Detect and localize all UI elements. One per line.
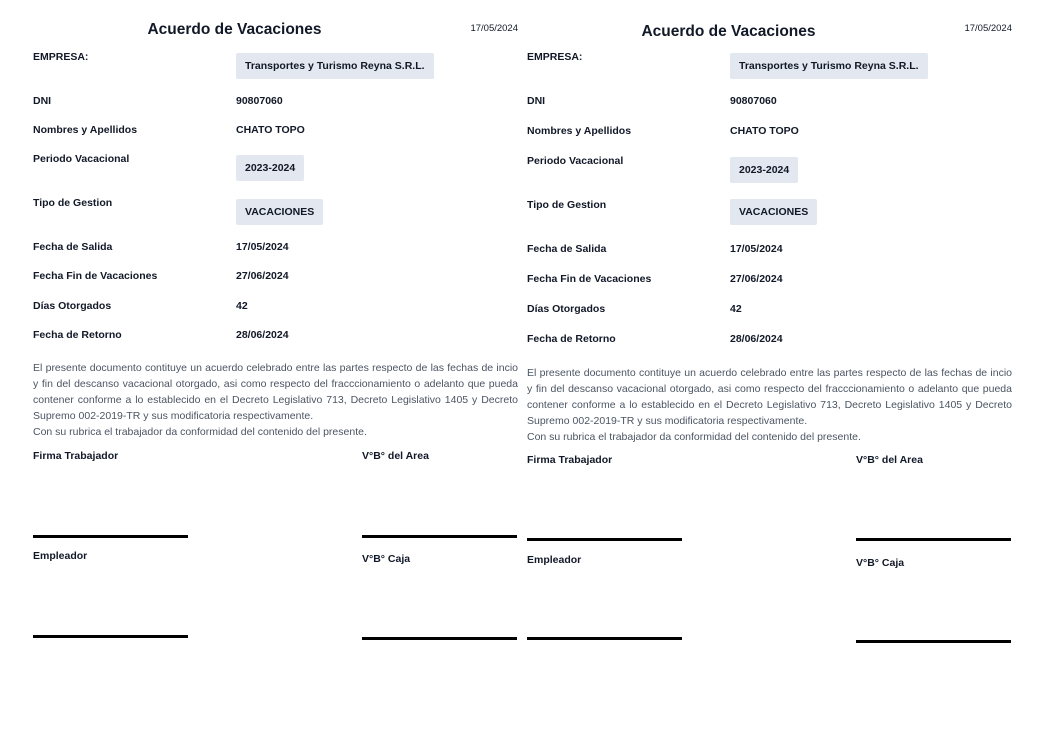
signature-caja-label: V°B° Caja: [856, 557, 905, 569]
agreement-text: El presente documento contituye un acuerdo celebrado entre las partes respecto de las fechas de incio y fin del descanso vacacional otorgado, asi como respecto del fracccionamiento o adelanto que pueda contener conforme a lo establecido en el Decreto Legislativo 713, Decreto Legislativo 1405 y Decreto Supremo 002-2019-TR y sus modificatoria respectivamente.: [527, 367, 1012, 427]
document-title: Acuerdo de Vacaciones: [641, 23, 816, 40]
field-tipo: [527, 199, 1012, 229]
conformity-text: Con su rubrica el trabajador da conformidad del contenido del presente.: [527, 431, 861, 443]
document-title: Acuerdo de Vacaciones: [147, 21, 322, 38]
signature-empleador-line: [33, 635, 188, 638]
dni-label: DNI: [33, 95, 52, 107]
dni-value: 90807060: [730, 95, 777, 107]
signature-trabajador-label: Firma Trabajador: [527, 454, 613, 466]
nombres-label: Nombres y Apellidos: [33, 124, 138, 136]
field-periodo: [33, 153, 518, 183]
field-dni: [33, 95, 518, 125]
field-salida: [33, 241, 518, 271]
periodo-value: 2023-2024: [236, 155, 304, 181]
signature-area-label: V°B° del Area: [856, 454, 923, 466]
signature-area-line: [362, 535, 517, 538]
field-retorno: [33, 329, 518, 359]
fin-value: 27/06/2024: [236, 270, 289, 282]
field-periodo: [527, 155, 1012, 185]
signature-caja-label: V°B° Caja: [362, 553, 411, 565]
nombres-value: CHATO TOPO: [236, 124, 305, 136]
retorno-value: 28/06/2024: [236, 329, 289, 341]
conformity-text: Con su rubrica el trabajador da conformidad del contenido del presente.: [33, 426, 367, 438]
empresa-value: Transportes y Turismo Reyna S.R.L.: [730, 53, 928, 79]
periodo-label: Periodo Vacacional: [527, 155, 624, 167]
fin-value: 27/06/2024: [730, 273, 783, 285]
dias-value: 42: [730, 303, 742, 315]
tipo-value: VACACIONES: [236, 199, 323, 225]
salida-label: Fecha de Salida: [33, 241, 113, 253]
field-dni: [527, 95, 1012, 125]
field-tipo: [33, 197, 518, 227]
nombres-label: Nombres y Apellidos: [527, 125, 632, 137]
agreement-paragraph: [33, 360, 518, 440]
signature-trabajador-line: [527, 538, 682, 541]
tipo-label: Tipo de Gestion: [527, 199, 607, 211]
field-empresa: [527, 51, 1012, 81]
field-nombres: [33, 124, 518, 154]
signature-empleador-label: Empleador: [33, 550, 88, 562]
field-retorno: [527, 333, 1012, 363]
signature-area-label: V°B° del Area: [362, 450, 429, 462]
fin-label: Fecha Fin de Vacaciones: [527, 273, 652, 285]
field-fin: [527, 273, 1012, 303]
field-salida: [527, 243, 1012, 273]
signature-trabajador-label: Firma Trabajador: [33, 450, 119, 462]
dni-label: DNI: [527, 95, 546, 107]
signature-empleador-line: [527, 637, 682, 640]
salida-label: Fecha de Salida: [527, 243, 607, 255]
periodo-value: 2023-2024: [730, 157, 798, 183]
signature-trabajador-line: [33, 535, 188, 538]
agreement-paragraph: [527, 365, 1012, 445]
signature-caja-line: [856, 640, 1011, 643]
tipo-value: VACACIONES: [730, 199, 817, 225]
vacation-agreement-copy-2: [527, 0, 1012, 737]
dias-value: 42: [236, 300, 248, 312]
empresa-label: EMPRESA:: [33, 51, 89, 63]
field-dias: [527, 303, 1012, 333]
dias-label: Días Otorgados: [527, 303, 606, 315]
retorno-label: Fecha de Retorno: [33, 329, 122, 341]
signature-area-line: [856, 538, 1011, 541]
retorno-value: 28/06/2024: [730, 333, 783, 345]
document-date: 17/05/2024: [964, 23, 1012, 34]
dias-label: Días Otorgados: [33, 300, 112, 312]
agreement-text: El presente documento contituye un acuerdo celebrado entre las partes respecto de las fechas de incio y fin del descanso vacacional otorgado, asi como respecto del fracccionamiento o adelanto que pueda contener conforme a lo establecido en el Decreto Legislativo 713, Decreto Legislativo 1405 y Decreto Supremo 002-2019-TR y sus modificatoria respectivamente.: [33, 362, 518, 422]
document-date: 17/05/2024: [470, 23, 518, 34]
signature-empleador-label: Empleador: [527, 554, 582, 566]
periodo-label: Periodo Vacacional: [33, 153, 130, 165]
tipo-label: Tipo de Gestion: [33, 197, 113, 209]
field-dias: [33, 300, 518, 330]
nombres-value: CHATO TOPO: [730, 125, 799, 137]
salida-value: 17/05/2024: [236, 241, 289, 253]
empresa-label: EMPRESA:: [527, 51, 583, 63]
field-nombres: [527, 125, 1012, 155]
retorno-label: Fecha de Retorno: [527, 333, 616, 345]
vacation-agreement-copy-1: [33, 0, 518, 737]
signature-caja-line: [362, 637, 517, 640]
fin-label: Fecha Fin de Vacaciones: [33, 270, 158, 282]
field-fin: [33, 270, 518, 300]
field-empresa: [33, 51, 518, 81]
dni-value: 90807060: [236, 95, 283, 107]
salida-value: 17/05/2024: [730, 243, 783, 255]
empresa-value: Transportes y Turismo Reyna S.R.L.: [236, 53, 434, 79]
